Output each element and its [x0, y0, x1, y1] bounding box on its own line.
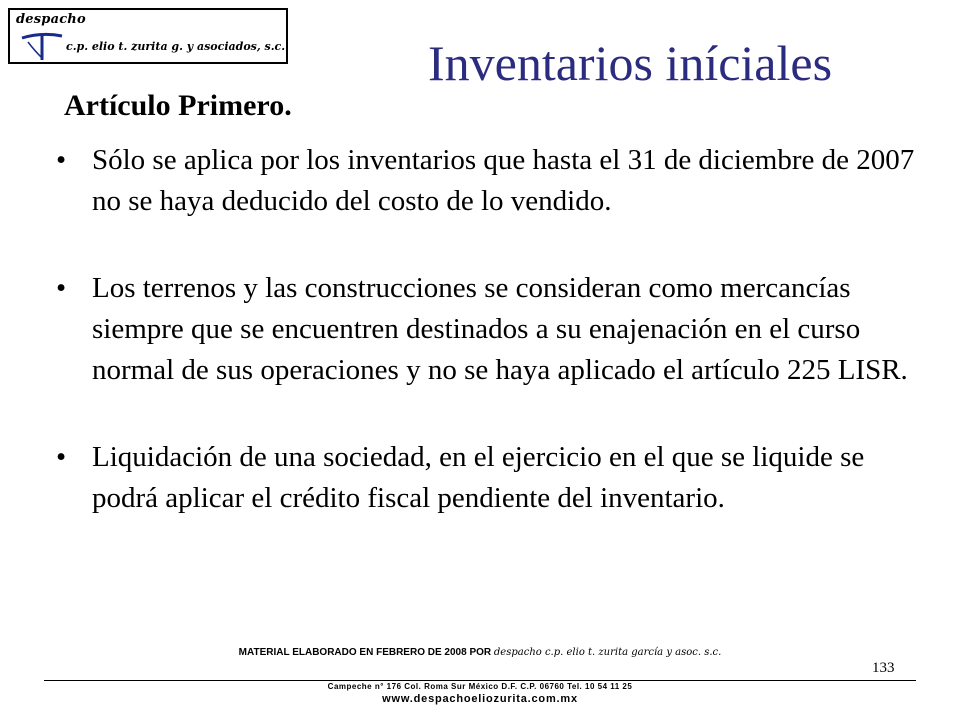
logo-wordmark: despacho — [16, 12, 86, 27]
bullet-list — [56, 140, 916, 565]
slide-title: Inventarios iníciales — [428, 35, 833, 91]
bullet-item: • Sólo se aplica por los inventarios que hasta el 31 de diciembre de 2007 no se haya deducido del costo de lo vendido. — [56, 140, 916, 222]
footer-note-firm: despacho c.p. elio t. zurita garcía y asoc. s.c. — [493, 647, 722, 658]
footer-note-prefix: MATERIAL ELABORADO EN FEBRERO DE 2008 POR — [238, 647, 492, 658]
logo-tagline: c.p. elio t. zurita g. y asociados, s.c. — [66, 40, 286, 53]
bullet-item: • Liquidación de una sociedad, en el ejercicio en el que se liquide se podrá aplicar el crédito fiscal pendiente del inventario. — [56, 437, 916, 519]
footer-divider — [44, 680, 916, 681]
firm-logo — [8, 8, 288, 64]
page-number: 133 — [872, 660, 895, 676]
footer-website[interactable]: www.despachoeliozurita.com.mx — [382, 693, 578, 705]
footer-address: Campeche n° 176 Col. Roma Sur México D.F. C.P. 06760 Tel. 10 54 11 25 — [327, 682, 633, 691]
logo-mark-icon — [20, 28, 64, 62]
slide-subtitle: Artículo Primero. — [64, 89, 292, 122]
bullet-item: • Los terrenos y las construcciones se consideran como mercancías siempre que se encuentren destinados a su enajenación en el curso normal de sus operaciones y no se haya aplicado el artículo 225 LISR. — [56, 268, 916, 391]
footer-note — [0, 647, 960, 658]
